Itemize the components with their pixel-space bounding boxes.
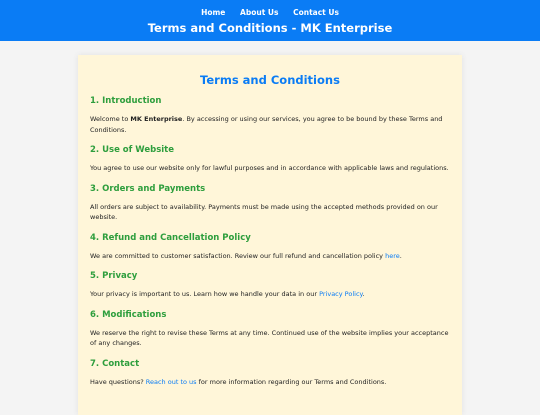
contact-link[interactable]: Reach out to us	[145, 377, 197, 386]
section-text-introduction	[90, 114, 450, 135]
company-name: MK Enterprise	[130, 115, 183, 123]
section-title-contact: 7. Contact	[90, 358, 140, 369]
section-title-use-of-website: 2. Use of Website	[90, 145, 175, 155]
card-title: Terms and Conditions	[200, 73, 340, 87]
section-title-orders-payments: 3. Orders and Payments	[90, 183, 206, 194]
text-span: for more information regarding our Terms and Conditions.	[196, 377, 387, 386]
refund-policy-link[interactable]: here	[385, 251, 400, 260]
nav-contact-link[interactable]: Contact Us	[293, 8, 339, 17]
section-title-modifications: 6. Modifications	[90, 309, 167, 320]
privacy-policy-link[interactable]: Privacy Policy	[319, 290, 363, 298]
text-span: Welcome to	[90, 115, 131, 123]
section-text-privacy	[90, 289, 450, 300]
text-span: Your privacy is important to us. Learn how we handle your data in our	[90, 290, 320, 298]
section-title-privacy: 5. Privacy	[90, 271, 138, 281]
nav-home-link[interactable]: Home	[201, 8, 226, 17]
site-header	[0, 0, 540, 41]
text-span: We are committed to customer satisfaction. Review our full refund and cancellation policy	[90, 251, 386, 260]
top-nav	[0, 0, 540, 17]
text-span: Have questions?	[90, 377, 146, 386]
section-text-orders-payments: All orders are subject to availability. Payments must be made using the accepted methods provided on our website.	[90, 202, 438, 221]
section-text-contact	[90, 377, 450, 388]
nav-about-link[interactable]: About Us	[240, 8, 279, 17]
section-text-refund-policy	[90, 251, 450, 262]
text-span: . By accessing or using our services, you agree to be bound by these Terms and Conditions.	[90, 115, 443, 134]
section-title-refund-policy: 4. Refund and Cancellation Policy	[90, 232, 251, 243]
text-span: .	[399, 251, 402, 260]
site-title: Terms and Conditions - MK Enterprise	[147, 21, 393, 35]
section-title-introduction: 1. Introduction	[90, 96, 162, 106]
section-text-modifications: We reserve the right to revise these Terms at any time. Continued use of the website implies your acceptance of any changes.	[90, 328, 449, 347]
text-span: .	[362, 290, 365, 298]
terms-card	[78, 55, 462, 415]
section-text-use-of-website: You agree to use our website only for lawful purposes and in accordance with applicable laws and regulations.	[90, 164, 449, 172]
